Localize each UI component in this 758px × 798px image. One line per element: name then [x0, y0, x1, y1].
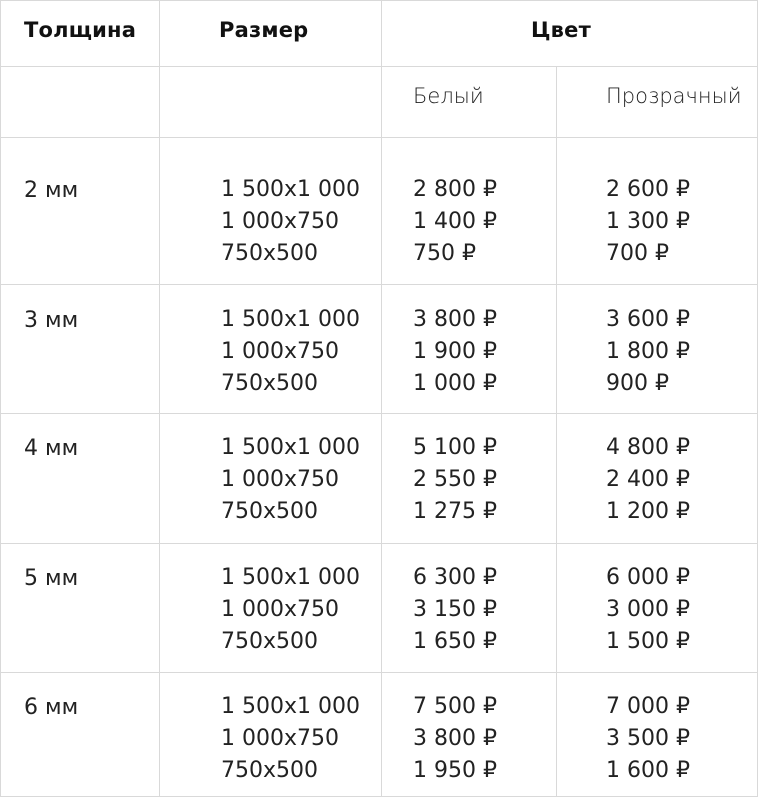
transparent-price: 1 500 ₽: [606, 629, 690, 654]
transparent-price: 6 000 ₽: [606, 565, 690, 590]
header-divider: [0, 66, 758, 67]
white-price: 1 650 ₽: [413, 629, 497, 654]
header-size: Размер: [219, 18, 309, 42]
thickness-cell: 6 мм: [24, 695, 79, 720]
size-value: 1 500x1 000: [221, 307, 360, 332]
transparent-price: 1 600 ₽: [606, 758, 690, 783]
sizes-cell: [221, 304, 360, 400]
white-price: 2 800 ₽: [413, 177, 497, 202]
white-price: 3 800 ₽: [413, 726, 497, 751]
transparent-cell: [606, 691, 690, 787]
size-value: 1 500x1 000: [221, 694, 360, 719]
size-value: 1 500x1 000: [221, 177, 360, 202]
transparent-price: 3 000 ₽: [606, 597, 690, 622]
transparent-price: 1 200 ₽: [606, 499, 690, 524]
white-cell: [413, 304, 497, 400]
white-price: 1 950 ₽: [413, 758, 497, 783]
size-value: 750x500: [221, 499, 319, 524]
size-value: 750x500: [221, 629, 319, 654]
row-divider: [0, 284, 758, 285]
white-price: 1 400 ₽: [413, 209, 497, 234]
sizes-cell: [221, 691, 360, 787]
subheader-divider: [0, 137, 758, 138]
column-divider: [556, 66, 557, 797]
header-color: Цвет: [531, 18, 591, 42]
transparent-price: 2 600 ₽: [606, 177, 690, 202]
thickness-cell: 2 мм: [24, 178, 79, 203]
white-price: 1 900 ₽: [413, 339, 497, 364]
size-value: 1 000x750: [221, 209, 339, 234]
white-price: 1 000 ₽: [413, 371, 497, 396]
white-price: 1 275 ₽: [413, 499, 497, 524]
column-divider: [159, 0, 160, 797]
white-price: 750 ₽: [413, 241, 476, 266]
row-divider: [0, 413, 758, 414]
white-cell: [413, 562, 497, 658]
white-price: 7 500 ₽: [413, 694, 497, 719]
transparent-price: 2 400 ₽: [606, 467, 690, 492]
white-price: 6 300 ₽: [413, 565, 497, 590]
row-divider: [0, 543, 758, 544]
transparent-price: 1 800 ₽: [606, 339, 690, 364]
size-value: 1 500x1 000: [221, 565, 360, 590]
thickness-cell: 4 мм: [24, 436, 79, 461]
thickness-cell: 3 мм: [24, 308, 79, 333]
size-value: 1 000x750: [221, 597, 339, 622]
header-thickness: Толщина: [24, 18, 137, 42]
sizes-cell: [221, 174, 360, 270]
transparent-price: 3 600 ₽: [606, 307, 690, 332]
subheader-transparent: Прозрачный: [606, 84, 742, 108]
white-price: 2 550 ₽: [413, 467, 497, 492]
table-bottom-border: [0, 796, 758, 797]
white-cell: [413, 432, 497, 528]
transparent-cell: [606, 174, 690, 270]
size-value: 1 500x1 000: [221, 435, 360, 460]
transparent-price: 7 000 ₽: [606, 694, 690, 719]
table-top-border: [0, 0, 758, 1]
thickness-cell: 5 мм: [24, 566, 79, 591]
row-divider: [0, 672, 758, 673]
size-value: 1 000x750: [221, 726, 339, 751]
transparent-price: 700 ₽: [606, 241, 669, 266]
sizes-cell: [221, 432, 360, 528]
column-divider: [381, 0, 382, 797]
sizes-cell: [221, 562, 360, 658]
size-value: 1 000x750: [221, 339, 339, 364]
size-value: 750x500: [221, 241, 319, 266]
subheader-white: Белый: [413, 84, 484, 108]
size-value: 750x500: [221, 758, 319, 783]
white-cell: [413, 691, 497, 787]
transparent-cell: [606, 562, 690, 658]
size-value: 750x500: [221, 371, 319, 396]
white-price: 3 800 ₽: [413, 307, 497, 332]
size-value: 1 000x750: [221, 467, 339, 492]
transparent-price: 4 800 ₽: [606, 435, 690, 460]
transparent-price: 1 300 ₽: [606, 209, 690, 234]
white-price: 5 100 ₽: [413, 435, 497, 460]
column-divider: [0, 0, 1, 797]
white-price: 3 150 ₽: [413, 597, 497, 622]
transparent-cell: [606, 304, 690, 400]
transparent-price: 3 500 ₽: [606, 726, 690, 751]
white-cell: [413, 174, 497, 270]
transparent-price: 900 ₽: [606, 371, 669, 396]
transparent-cell: [606, 432, 690, 528]
